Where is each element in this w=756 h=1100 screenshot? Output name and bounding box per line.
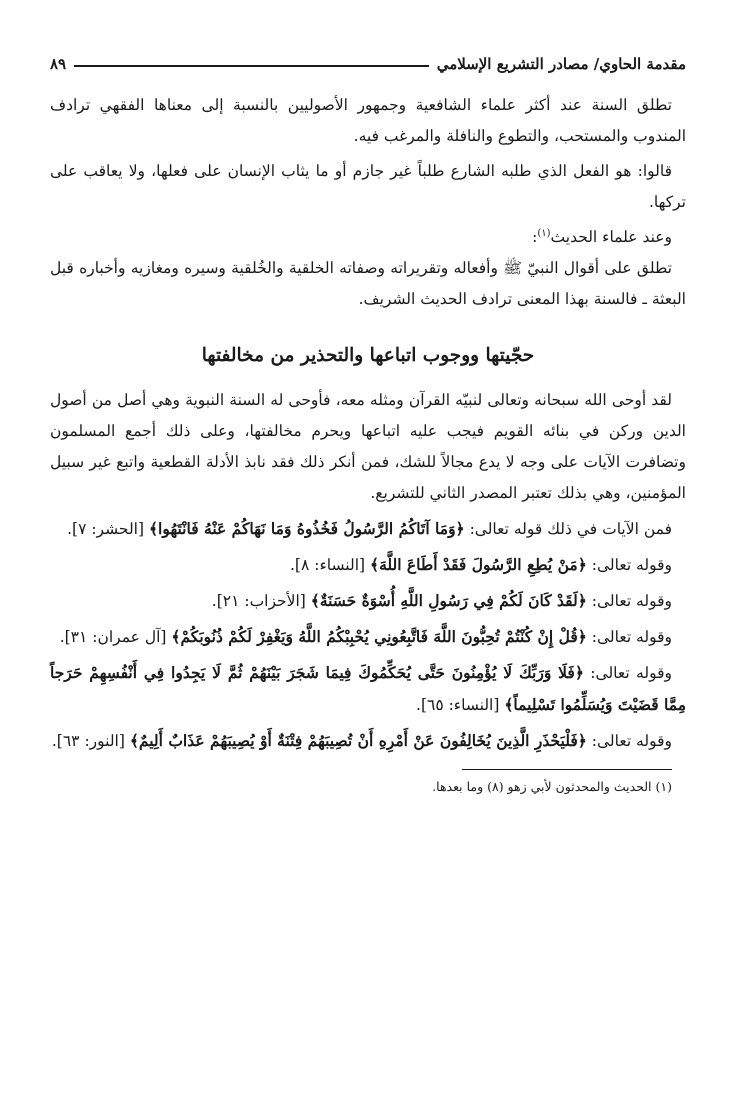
verse-reference: [الأحزاب: ٢١].	[211, 592, 311, 610]
running-header-title: مقدمة الحاوي/ مصادر التشريع الإسلامي	[436, 55, 686, 73]
quran-verse: ﴿قُلْ إِنْ كُنْتُمْ تُحِبُّونَ اللَّهَ فَاتَّبِعُونِي يُحْبِبْكُمُ اللَّهُ وَيَغْفِرْ لَكُمْ ذُنُوبَكُمْ﴾	[171, 627, 587, 646]
verse-intro: وقوله تعالى:	[586, 732, 672, 750]
quran-verse: ﴿وَمَا آتَاكُمُ الرَّسُولُ فَخُذُوهُ وَمَا نَهَاكُمْ عَنْهُ فَانْتَهُوا﴾	[148, 519, 465, 538]
paragraph-scholars-said: قالوا: هو الفعل الذي طلبه الشارع طلباً غير جازم أو ما يثاب الإنسان على فعلها، ولا يعاقب على تركها.	[50, 162, 686, 211]
quran-verse: ﴿مَنْ يُطِعِ الرَّسُولَ فَقَدْ أَطَاعَ اللَّهَ﴾	[369, 555, 587, 574]
verse-intro: فمن الآيات في ذلك قوله تعالى:	[464, 520, 672, 538]
verse-intro: وقوله تعالى:	[583, 664, 672, 682]
verse-paragraph	[50, 549, 686, 581]
verse-reference: [النساء: ٦٥].	[416, 696, 505, 714]
footnote-reference[interactable]: (١)	[537, 227, 551, 239]
footnote-divider	[462, 769, 672, 770]
paragraph-main: لقد أوحى الله سبحانه وتعالى لنبيّه القرآن ومثله معه، فأوحى له السنة النبوية وهي أصل من أصول الدين وركن في بنائه القويم فيجب عليه اتباعها ويحرم مخالفتها، وعلى ذلك أجمع المسلمون وتضافرت الآيات على وجه لا يدع مجالاً للشك، فمن أنكر ذلك فقد نابذ الأدلة القطعية واتبع غير سبيل المؤمنين، وهي بذلك تعتبر المصدر الثاني للتشريع.	[50, 391, 686, 502]
paragraph-hadith-scholars	[50, 222, 686, 253]
verse-paragraph	[50, 657, 686, 721]
verse-paragraph	[50, 585, 686, 617]
quran-verse: ﴿فَلْيَحْذَرِ الَّذِينَ يُخَالِفُونَ عَنْ أَمْرِهِ أَنْ تُصِيبَهُمْ فِتْنَةٌ أَوْ يُصِيبَهُمْ عَذَابٌ أَلِيمٌ﴾	[129, 731, 587, 750]
header-rule	[74, 65, 429, 67]
quran-verse: ﴿فَلَا وَرَبِّكَ لَا يُؤْمِنُونَ حَتَّى يُحَكِّمُوكَ فِيمَا شَجَرَ بَيْنَهُمْ ثُمَّ لَا يَجِدُوا فِي أَنْفُسِهِمْ حَرَجاً مِمَّا قَضَيْتَ وَيُسَلِّمُوا تَسْلِيماً﴾	[50, 663, 686, 714]
verse-intro: وقوله تعالى:	[586, 556, 672, 574]
verse-paragraph	[50, 621, 686, 653]
verse-reference: [آل عمران: ٣١].	[59, 628, 172, 646]
page-body	[50, 90, 686, 798]
verse-reference: [النور: ٦٣].	[51, 732, 130, 750]
hadith-scholars-text: وعند علماء الحديث	[550, 228, 672, 246]
verse-paragraph	[50, 513, 686, 545]
quran-verse: ﴿لَقَدْ كَانَ لَكُمْ فِي رَسُولِ اللَّهِ أُسْوَةٌ حَسَنَةٌ﴾	[310, 591, 587, 610]
footnote: (١) الحديث والمحدثون لأبي زهو (٨) وما بعدها.	[432, 779, 672, 794]
verse-reference: [الحشر: ٧].	[67, 520, 149, 538]
paragraph-hadith-definition: تطلق على أقوال النبيّ ﷺ وأفعاله وتقريراته وصفاته الخلقية والخُلقية وسيره ومغازيه وأخباره قبل البعثة ـ فالسنة بهذا المعنى ترادف الحديث الشريف.	[50, 259, 686, 308]
verse-reference: [النساء: ٨].	[290, 556, 370, 574]
paragraph-sunnah-definition: تطلق السنة عند أكثر علماء الشافعية وجمهور الأصوليين بالنسبة إلى معناها الفقهي ترادف المندوب والمستحب، والتطوع والنافلة والمرغب فيه.	[50, 96, 686, 145]
section-heading: حجّيتها ووجوب اتباعها والتحذير من مخالفتها	[201, 345, 535, 366]
page-number: ٨٩	[50, 55, 67, 73]
running-header	[50, 52, 686, 76]
verse-paragraph	[50, 725, 686, 757]
verse-intro: وقوله تعالى:	[586, 592, 672, 610]
colon-text: :	[532, 228, 538, 246]
verse-intro: وقوله تعالى:	[586, 628, 672, 646]
